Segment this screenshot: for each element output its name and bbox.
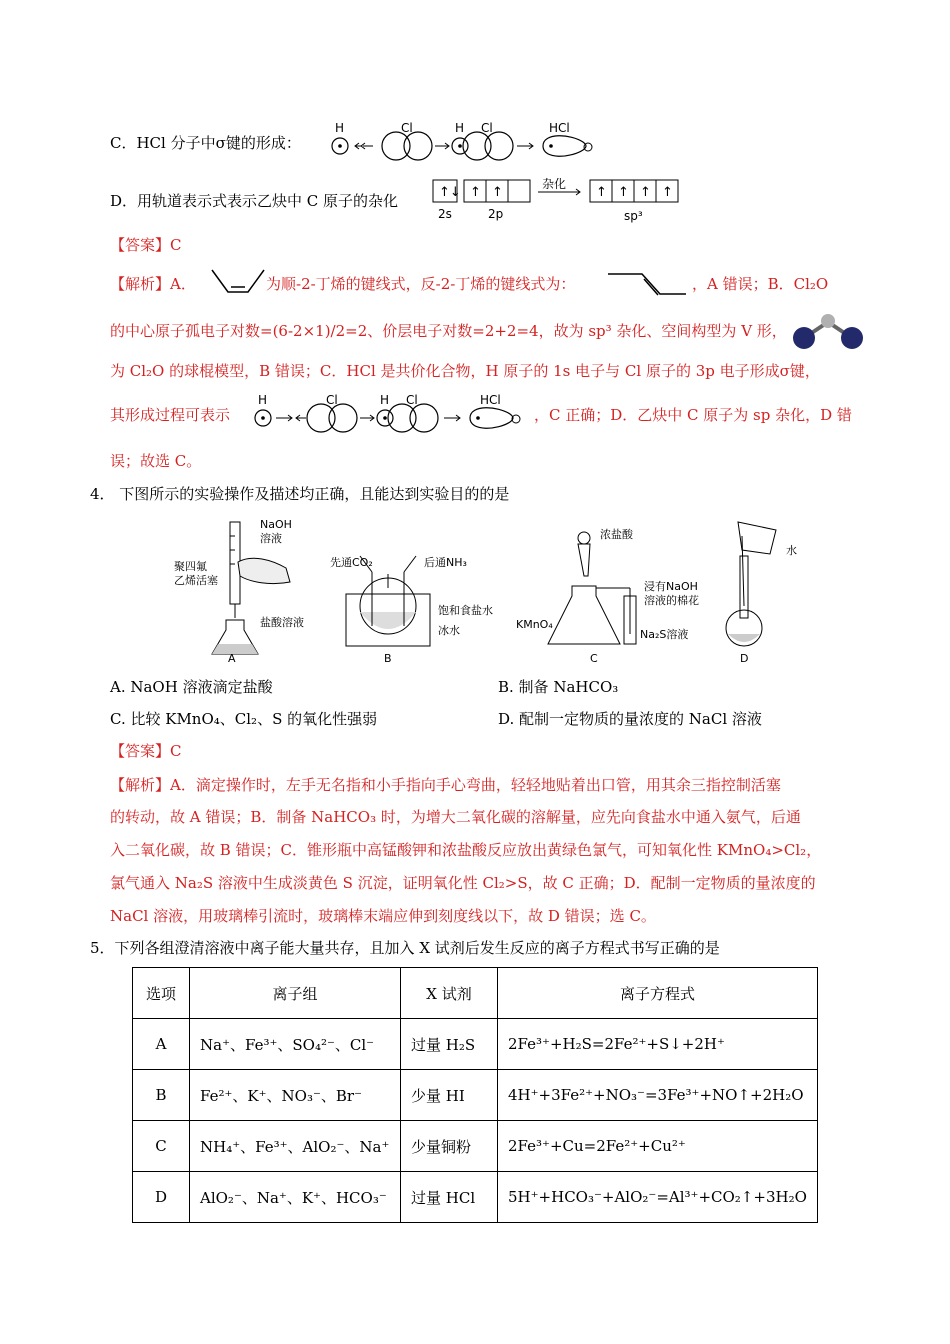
- svg-text:HCl: HCl: [480, 393, 501, 407]
- trans-2-butene-skeletal: [606, 268, 688, 298]
- row-equation: 5H⁺+HCO₃⁻+AlO₂⁻=Al³⁺+CO₂↑+3H₂O: [498, 1172, 818, 1223]
- table-row: [133, 1019, 818, 1070]
- svg-text:B: B: [384, 652, 392, 665]
- q3-explanation-5: 误；故选 C。: [110, 452, 202, 470]
- cis-2-butene-skeletal: [210, 268, 266, 296]
- table-row: [133, 1070, 818, 1121]
- q4-explanation-4: 氯气通入 Na₂S 溶液中生成淡黄色 S 沉淀，证明氧化性 Cl₂>S，故 C 正确；D．配制一定物质的量浓度的: [110, 874, 816, 892]
- svg-text:↑: ↑: [492, 185, 503, 200]
- svg-text:C: C: [590, 652, 598, 665]
- svg-text:D: D: [740, 652, 749, 665]
- q3-answer: 【答案】C: [110, 236, 182, 254]
- q3-option-d: D．用轨道表示式表示乙炔中 C 原子的杂化: [110, 192, 399, 210]
- svg-text:后通NH₃: 后通NH₃: [424, 556, 467, 569]
- svg-text:浓盐酸: 浓盐酸: [600, 528, 633, 541]
- svg-text:sp³: sp³: [624, 209, 643, 223]
- row-ions: Fe²⁺、K⁺、NO₃⁻、Br⁻: [190, 1070, 401, 1121]
- svg-text:聚四氟: 聚四氟: [174, 560, 207, 573]
- apparatus-b: [330, 555, 493, 665]
- table-header-row: [133, 968, 818, 1019]
- svg-text:2s: 2s: [438, 207, 452, 221]
- row-option: A: [133, 1019, 190, 1070]
- row-option: B: [133, 1070, 190, 1121]
- q4-apparatus-figure: [160, 516, 810, 666]
- svg-text:HCl: HCl: [549, 121, 570, 135]
- q4-explanation-2: 的转动，故 A 错误；B．制备 NaHCO₃ 时，为增大二氧化碳的溶解量，应先向食盐水中通入氨气，后通: [110, 808, 801, 826]
- q3-explanation-4a: 其形成过程可表示: [110, 406, 231, 424]
- q3-explanation-3: 为 Cl₂O 的球棍模型，B 错误；C．HCl 是共价化合物，H 原子的 1s 电子与 Cl 原子的 3p 电子形成σ键，: [110, 362, 820, 380]
- header-equation: 离子方程式: [498, 968, 818, 1019]
- svg-text:↑↓: ↑↓: [439, 185, 461, 200]
- q4-option-b: B. 制备 NaHCO₃: [498, 678, 619, 696]
- q4-option-d: D. 配制一定物质的量浓度的 NaCl 溶液: [498, 710, 762, 728]
- header-option: 选项: [133, 968, 190, 1019]
- svg-text:↑: ↑: [596, 185, 607, 200]
- q4-explanation-1: 【解析】A．滴定操作时，左手无名指和小手指向手心弯曲，轻轻地贴着出口管，用其余三指控制活塞: [110, 776, 781, 794]
- q3-option-c: C．HCl 分子中σ键的形成：: [110, 134, 301, 152]
- row-option: C: [133, 1121, 190, 1172]
- svg-text:饱和食盐水: 饱和食盐水: [438, 604, 493, 617]
- svg-text:A: A: [228, 652, 236, 665]
- svg-text:水: 水: [786, 544, 797, 557]
- q3-explanation-label: 【解析】A．: [110, 275, 196, 293]
- apparatus-d: [726, 522, 797, 665]
- svg-text:H: H: [258, 393, 268, 407]
- row-reagent: 少量铜粉: [401, 1121, 498, 1172]
- q4-stem: 4． 下图所示的实验操作及描述均正确，且能达到实验目的的是: [90, 485, 510, 503]
- q4-option-c: C. 比较 KMnO₄、Cl₂、S 的氧化性强弱: [110, 710, 378, 728]
- svg-text:H: H: [335, 121, 345, 135]
- svg-text:NaOH: NaOH: [260, 518, 292, 531]
- svg-text:2p: 2p: [488, 207, 504, 221]
- svg-text:H: H: [380, 393, 390, 407]
- svg-text:↑: ↑: [640, 185, 651, 200]
- row-reagent: 过量 HCl: [401, 1172, 498, 1223]
- row-reagent: 少量 HI: [401, 1070, 498, 1121]
- q4-explanation-3: 入二氧化碳，故 B 错误；C．锥形瓶中高锰酸钾和浓盐酸反应放出黄绿色氯气，可知氧化性 KMnO₄>Cl₂，: [110, 841, 822, 859]
- q3-explanation-1b: 为顺-2-丁烯的键线式，反-2-丁烯的键线式为：: [266, 275, 576, 293]
- svg-text:Cl: Cl: [401, 121, 413, 135]
- svg-text:溶液: 溶液: [260, 532, 282, 545]
- svg-text:Cl: Cl: [406, 393, 418, 407]
- row-ions: Na⁺、Fe³⁺、SO₄²⁻、Cl⁻: [190, 1019, 401, 1070]
- q5-stem: 5．下列各组澄清溶液中离子能大量共存，且加入 X 试剂后发生反应的离子方程式书写正确的是: [90, 939, 720, 957]
- svg-text:Cl: Cl: [326, 393, 338, 407]
- hcl-sigma-bond-diagram: [325, 118, 595, 166]
- svg-text:杂化: 杂化: [542, 177, 567, 191]
- row-equation: 2Fe³⁺+H₂S=2Fe²⁺+S↓+2H⁺: [498, 1019, 818, 1070]
- ion-table: [132, 967, 818, 1223]
- table-row: [133, 1172, 818, 1223]
- q4-answer: 【答案】C: [110, 742, 182, 760]
- svg-text:H: H: [455, 121, 465, 135]
- svg-text:↑: ↑: [662, 185, 673, 200]
- row-equation: 4H⁺+3Fe²⁺+NO₃⁻=3Fe³⁺+NO↑+2H₂O: [498, 1070, 818, 1121]
- svg-text:乙烯活塞: 乙烯活塞: [174, 574, 218, 587]
- svg-text:盐酸溶液: 盐酸溶液: [260, 616, 304, 629]
- svg-text:Na₂S溶液: Na₂S溶液: [640, 628, 689, 641]
- q4-option-a: A. NaOH 溶液滴定盐酸: [110, 678, 273, 696]
- q3-explanation-1c: ，A 错误；B．Cl₂O: [692, 275, 829, 293]
- svg-text:浸有NaOH: 浸有NaOH: [644, 580, 698, 593]
- q3-explanation-4b: ，C 正确；D．乙炔中 C 原子为 sp 杂化，D 错: [534, 406, 852, 424]
- row-ions: AlO₂⁻、Na⁺、K⁺、HCO₃⁻: [190, 1172, 401, 1223]
- cl2o-ball-stick-model: [790, 310, 866, 352]
- svg-text:冰水: 冰水: [438, 624, 460, 637]
- q3-explanation-2: 的中心原子孤电子对数=(6-2×1)/2=2、价层电子对数=2+2=4，故为 sp³ 杂化、空间构型为 V 形，: [110, 322, 787, 340]
- apparatus-a: [174, 518, 304, 665]
- svg-text:溶液的棉花: 溶液的棉花: [644, 594, 699, 607]
- acetylene-orbital-diagram: [430, 174, 690, 224]
- row-reagent: 过量 H₂S: [401, 1019, 498, 1070]
- row-option: D: [133, 1172, 190, 1223]
- header-reagent: X 试剂: [401, 968, 498, 1019]
- header-ion-group: 离子组: [190, 968, 401, 1019]
- table-row: [133, 1121, 818, 1172]
- hcl-formation-diagram: [248, 390, 530, 438]
- svg-text:Cl: Cl: [481, 121, 493, 135]
- q4-explanation-5: NaCl 溶液，用玻璃棒引流时，玻璃棒末端应伸到刻度线以下，故 D 错误；选 C。: [110, 907, 656, 925]
- svg-text:↑: ↑: [618, 185, 629, 200]
- svg-text:KMnO₄: KMnO₄: [516, 618, 553, 631]
- apparatus-c: [516, 527, 699, 665]
- svg-text:↑: ↑: [470, 185, 481, 200]
- svg-text:先通CO₂: 先通CO₂: [330, 556, 373, 569]
- row-equation: 2Fe³⁺+Cu=2Fe²⁺+Cu²⁺: [498, 1121, 818, 1172]
- row-ions: NH₄⁺、Fe³⁺、AlO₂⁻、Na⁺: [190, 1121, 401, 1172]
